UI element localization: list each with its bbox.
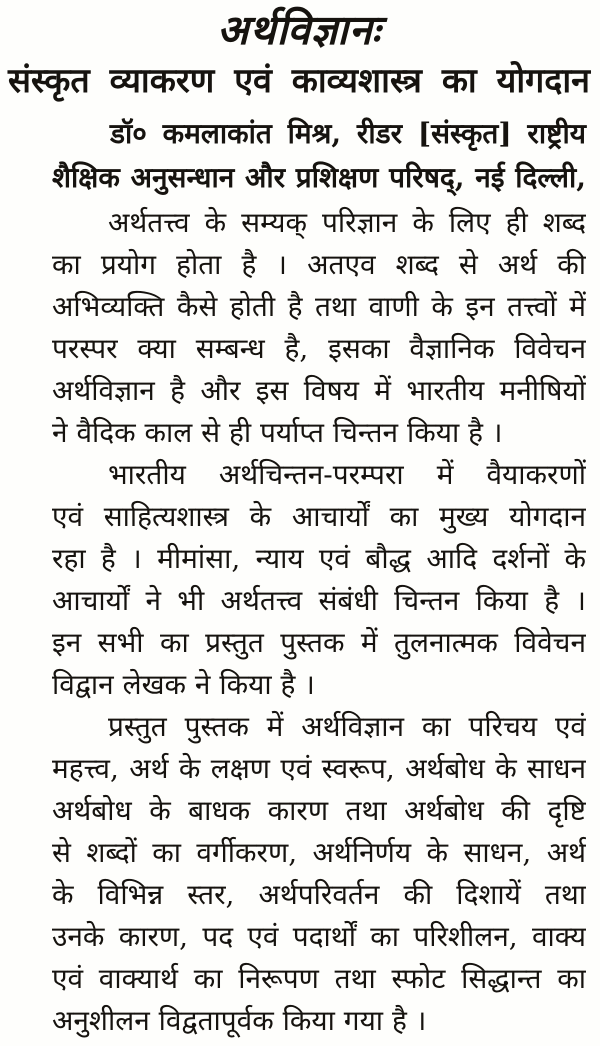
- body-text: [52, 202, 586, 1042]
- text-line: उनके कारण, पद एवं पदार्थों का परिशीलन, वाक्य: [52, 920, 586, 953]
- text-line: एवं वाक्यार्थ का निरूपण तथा स्फोट सिद्धान्त का: [52, 962, 586, 995]
- text-line: महत्त्व, अर्थ के लक्षण एवं स्वरूप, अर्थबोध के साधन: [52, 752, 586, 785]
- text-line: ने वैदिक काल से ही पर्याप्त चिन्तन किया है ।: [52, 416, 503, 449]
- text-line: अर्थबोध के बाधक कारण तथा अर्थबोध की दृष्टि: [52, 794, 586, 827]
- text-line: अर्थतत्त्व के सम्यक् परिज्ञान के लिए ही शब्द: [108, 206, 586, 239]
- text-line: परस्पर क्या सम्बन्ध है, इसका वैज्ञानिक विवेचन: [52, 332, 586, 365]
- page-subtitle: संस्कृत व्याकरण एवं काव्यशास्त्र का योगदान: [8, 61, 590, 101]
- paragraph-1: [52, 202, 586, 454]
- text-line: से शब्दों का वर्गीकरण, अर्थनिर्णय के साधन, अर्थ: [52, 836, 586, 869]
- author-line-1: डॉ० कमलाकांत मिश्र, रीडर [संस्कृत] राष्ट्रीय: [110, 117, 586, 150]
- text-line: का प्रयोग होता है । अतएव शब्द से अर्थ की: [52, 248, 586, 281]
- text-line: विद्वान लेखक ने किया है ।: [52, 668, 315, 701]
- text-line: इन सभी का प्रस्तुत पुस्तक में तुलनात्मक विवेचन: [52, 626, 586, 659]
- author-line-2: शैक्षिक अनुसन्धान और प्रशिक्षण परिषद्, नई दिल्ली,: [52, 161, 586, 194]
- paragraph-3: [52, 706, 586, 1042]
- text-line: के विभिन्न स्तर, अर्थपरिवर्तन की दिशायें तथा: [52, 878, 586, 911]
- text-line: अनुशीलन विद्वतापूर्वक किया गया है ।: [52, 1004, 427, 1037]
- page-header: [8, 4, 590, 106]
- text-line: भारतीय अर्थचिन्तन-परम्परा में वैयाकरणों: [108, 458, 586, 491]
- text-line: अभिव्यक्ति कैसे होती है तथा वाणी के इन तत्त्वों में: [52, 290, 586, 323]
- page-title: अर्थविज्ञानः: [217, 6, 381, 54]
- paragraph-2: [52, 454, 586, 706]
- text-line: अर्थविज्ञान है और इस विषय में भारतीय मनीषियों: [52, 374, 586, 407]
- text-line: आचार्यों ने भी अर्थतत्त्व संबंधी चिन्तन किया है ।: [52, 584, 586, 617]
- text-line: प्रस्तुत पुस्तक में अर्थविज्ञान का परिचय एवं: [108, 710, 586, 743]
- text-line: एवं साहित्यशास्त्र के आचार्यों का मुख्य योगदान: [52, 500, 586, 533]
- author-block: [52, 112, 586, 200]
- text-line: रहा है । मीमांसा, न्याय एवं बौद्ध आदि दर्शनों के: [52, 542, 586, 575]
